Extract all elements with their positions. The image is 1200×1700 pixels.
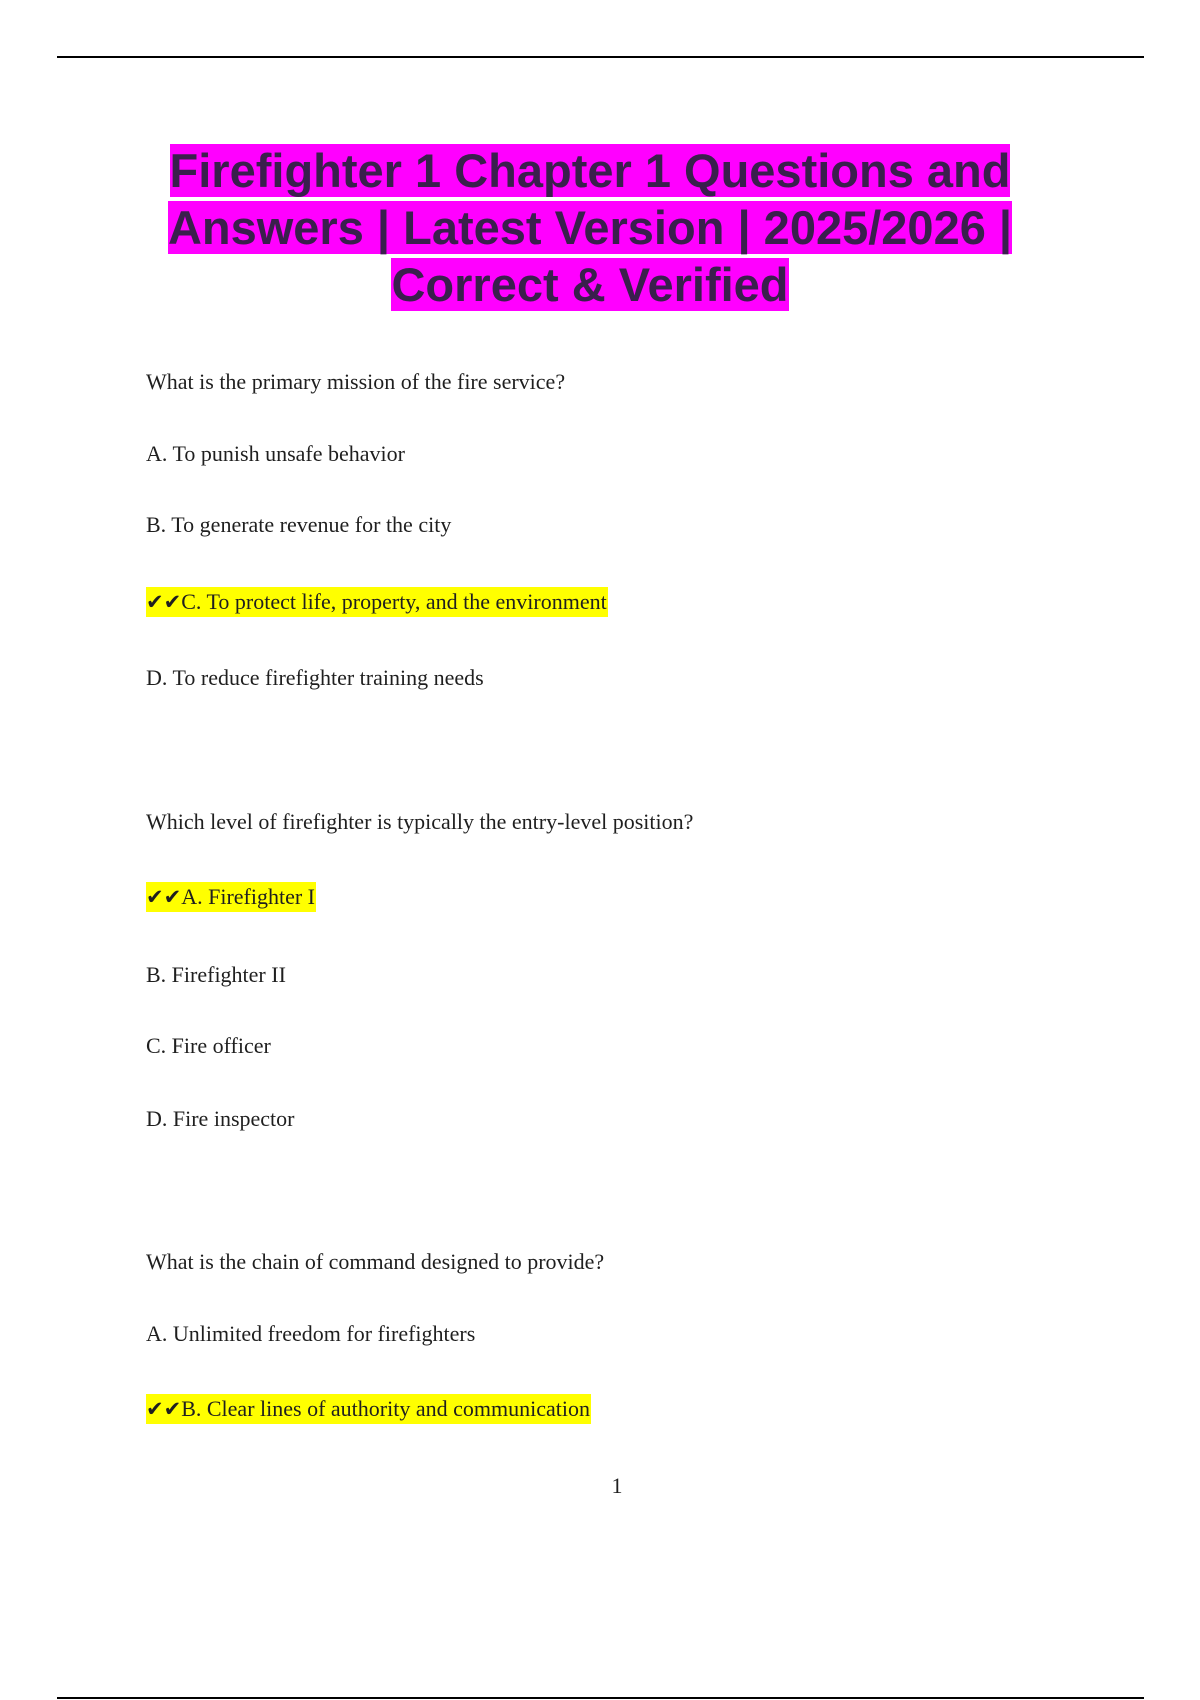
question-1-text: What is the primary mission of the fire service? [146,369,566,394]
footer-rule [57,1697,1144,1699]
question-3-option-a: A. Unlimited freedom for firefighters [146,1321,476,1346]
double-check-icon: ✔✔ [146,1397,182,1421]
question-1-option-a: A. To punish unsafe behavior [146,441,405,466]
correct-answer-text: A. Firefighter I [181,884,315,909]
page-number: 1 [611,1473,623,1498]
header-rule [57,56,1144,58]
question-3-text: What is the chain of command designed to provide? [146,1249,605,1274]
double-check-icon: ✔✔ [146,885,182,909]
question-1-option-b: B. To generate revenue for the city [146,512,452,537]
question-2-option-b: B. Firefighter II [146,962,286,987]
document-title-text: Firefighter 1 Chapter 1 Questions and Answers | Latest Version | 2025/2026 | Correct & Verified [167,144,1013,311]
question-3-option-b-correct [146,1394,591,1424]
correct-answer-highlight [146,587,608,617]
double-check-icon: ✔✔ [146,590,182,614]
correct-answer-text: C. To protect life, property, and the environment [181,589,607,614]
correct-answer-highlight [146,882,316,912]
document-title [145,142,1035,313]
question-2-option-a-correct [146,882,316,912]
question-2-text: Which level of firefighter is typically the entry-level position? [146,809,694,834]
question-1-option-d: D. To reduce firefighter training needs [146,665,484,690]
question-2-option-c: C. Fire officer [146,1033,271,1058]
correct-answer-highlight [146,1394,591,1424]
question-2-option-d: D. Fire inspector [146,1106,295,1131]
question-1-option-c-correct [146,587,608,617]
correct-answer-text: B. Clear lines of authority and communication [181,1396,590,1421]
